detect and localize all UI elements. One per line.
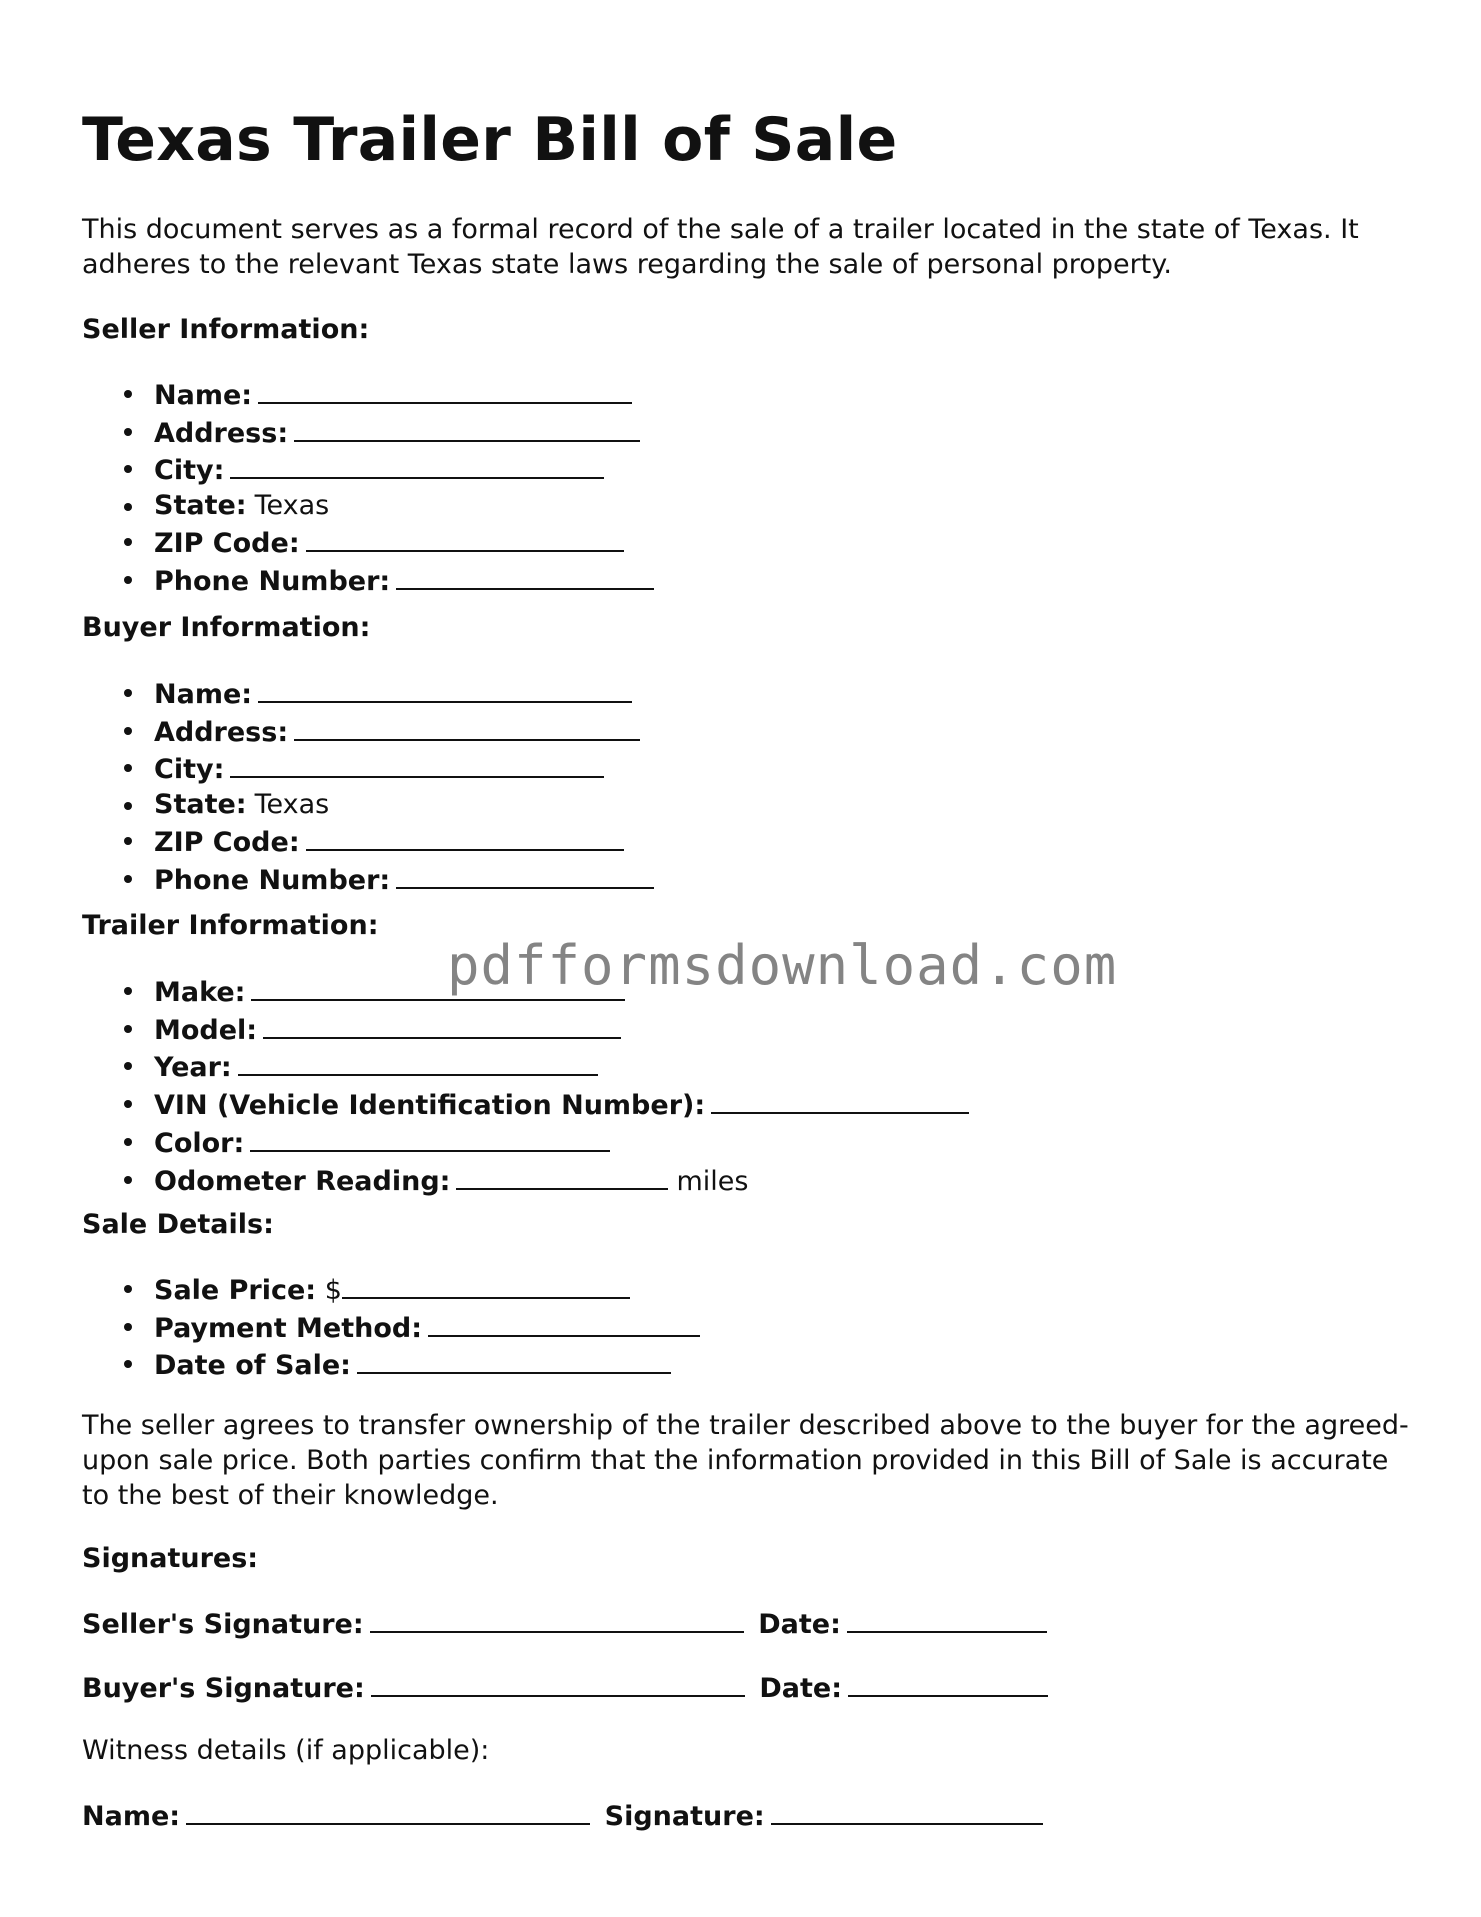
- buyer-date-input[interactable]: [848, 1669, 1048, 1697]
- seller-heading: Seller Information:: [82, 314, 370, 345]
- agreement-paragraph: The seller agrees to transfer ownership of the trailer described above to the buyer for the agreed-upon sale price. Both parties confirm that the information provided in this Bill of Sale is accurate to the best of their knowledge.: [82, 1410, 1409, 1511]
- buyer-name-field: Name:: [154, 675, 654, 713]
- payment-method-input[interactable]: [428, 1309, 700, 1337]
- buyer-city-field: City:: [154, 750, 654, 788]
- buyer-zip-input[interactable]: [306, 823, 624, 851]
- trailer-color-field: Color:: [154, 1124, 969, 1162]
- trailer-model-field: Model:: [154, 1011, 969, 1049]
- page-title: Texas Trailer Bill of Sale: [82, 105, 898, 175]
- watermark: pdfformsdownload.com: [447, 934, 1118, 997]
- seller-city-field: City:: [154, 451, 654, 489]
- currency-symbol: $: [324, 1275, 342, 1306]
- signatures-heading: Signatures:: [82, 1543, 259, 1574]
- seller-state-field: State: Texas: [154, 489, 654, 524]
- seller-name-field: Name:: [154, 376, 654, 414]
- seller-signature-line: Seller's Signature: Date:: [82, 1605, 1047, 1642]
- witness-line: Name: Signature:: [82, 1797, 1043, 1834]
- trailer-vin-field: VIN (Vehicle Identification Number):: [154, 1086, 969, 1124]
- buyer-zip-field: ZIP Code:: [154, 823, 654, 861]
- trailer-color-input[interactable]: [250, 1124, 610, 1152]
- seller-zip-input[interactable]: [306, 524, 624, 552]
- seller-phone-field: Phone Number:: [154, 562, 654, 600]
- buyer-state-field: State: Texas: [154, 788, 654, 823]
- seller-fields: [154, 376, 654, 599]
- buyer-address-field: Address:: [154, 713, 654, 751]
- buyer-city-input[interactable]: [230, 750, 604, 778]
- trailer-vin-input[interactable]: [711, 1086, 969, 1114]
- sale-fields: [154, 1271, 700, 1384]
- buyer-signature-input[interactable]: [371, 1669, 745, 1697]
- trailer-model-input[interactable]: [263, 1011, 621, 1039]
- sale-heading: Sale Details:: [82, 1209, 274, 1240]
- buyer-heading: Buyer Information:: [82, 612, 371, 643]
- trailer-heading: Trailer Information:: [82, 910, 379, 941]
- date-of-sale-input[interactable]: [357, 1346, 671, 1374]
- seller-address-field: Address:: [154, 414, 654, 452]
- seller-signature-input[interactable]: [370, 1605, 744, 1633]
- seller-zip-field: ZIP Code:: [154, 524, 654, 562]
- intro-paragraph: This document serves as a formal record of the sale of a trailer located in the state of Texas. It adheres to the relevant Texas state laws regarding the sale of personal property.: [82, 214, 1359, 280]
- sale-price-field: Sale Price: $: [154, 1271, 700, 1309]
- trailer-odometer-field: Odometer Reading: miles: [154, 1162, 969, 1200]
- sale-price-input[interactable]: [342, 1271, 630, 1299]
- date-of-sale-field: Date of Sale:: [154, 1346, 700, 1384]
- seller-date-input[interactable]: [847, 1605, 1047, 1633]
- seller-address-input[interactable]: [294, 414, 640, 442]
- trailer-fields: [154, 973, 969, 1199]
- trailer-make-field: Make:: [154, 973, 969, 1011]
- payment-method-field: Payment Method:: [154, 1309, 700, 1347]
- buyer-state-value: Texas: [254, 789, 330, 821]
- odometer-unit: miles: [676, 1165, 749, 1197]
- buyer-phone-input[interactable]: [396, 861, 654, 889]
- buyer-fields: [154, 675, 654, 898]
- trailer-year-input[interactable]: [238, 1048, 598, 1076]
- witness-name-input[interactable]: [186, 1797, 590, 1825]
- buyer-name-input[interactable]: [258, 675, 632, 703]
- buyer-signature-line: Buyer's Signature: Date:: [82, 1669, 1048, 1706]
- buyer-address-input[interactable]: [294, 713, 640, 741]
- seller-state-value: Texas: [254, 490, 330, 522]
- trailer-odometer-input[interactable]: [456, 1162, 668, 1190]
- trailer-year-field: Year:: [154, 1048, 969, 1086]
- seller-phone-input[interactable]: [396, 562, 654, 590]
- witness-signature-input[interactable]: [771, 1797, 1043, 1825]
- seller-name-input[interactable]: [258, 376, 632, 404]
- witness-details-label: Witness details (if applicable):: [82, 1735, 490, 1766]
- buyer-phone-field: Phone Number:: [154, 861, 654, 899]
- seller-city-input[interactable]: [230, 451, 604, 479]
